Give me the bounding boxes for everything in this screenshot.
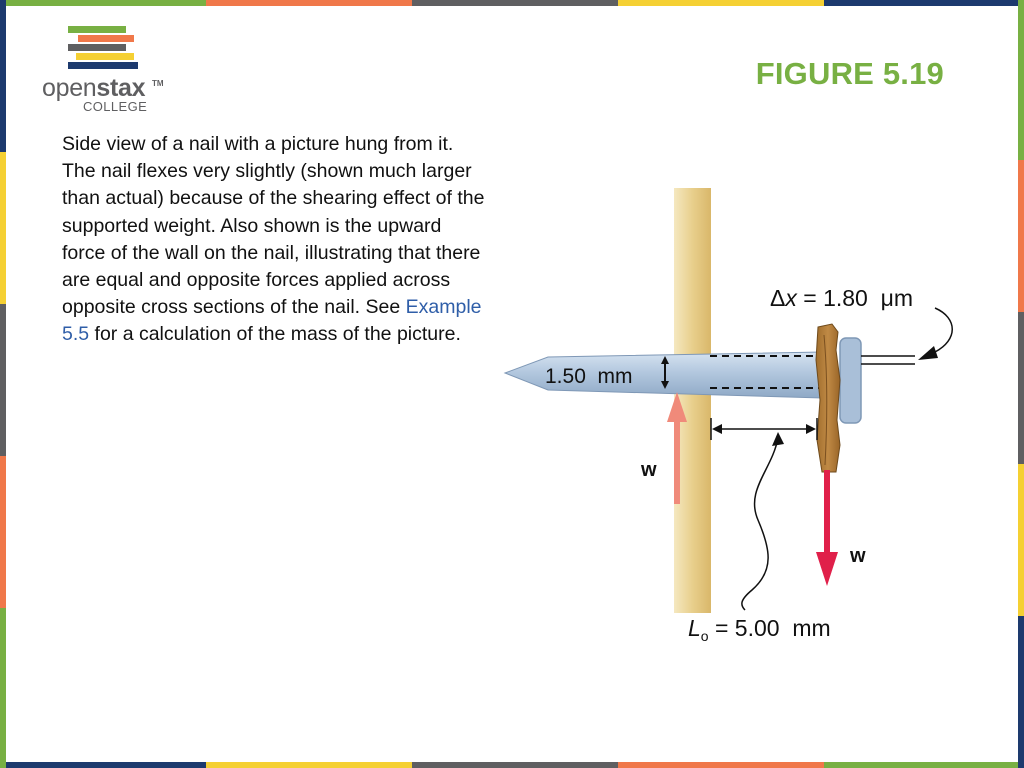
length-arrow-left-icon	[712, 424, 722, 434]
border-right-navy	[1018, 616, 1024, 768]
border-top-yellow	[618, 0, 824, 6]
border-right-orange	[1018, 160, 1024, 312]
border-top-navy	[824, 0, 1024, 6]
wall-force-shaft	[674, 418, 680, 504]
picture-frame-wood	[816, 324, 840, 472]
example-link[interactable]: Example 5.5	[62, 296, 482, 346]
length-label: $L_o = 5.00$ mm	[688, 615, 831, 644]
nail-shear-diagram	[500, 180, 970, 650]
delta-x-leader-curve	[935, 308, 952, 352]
border-top-green	[0, 0, 206, 6]
border-left-orange	[0, 456, 6, 608]
border-right-green	[1018, 0, 1024, 160]
weight-force-shaft	[824, 470, 830, 556]
logo-trademark: TM	[152, 79, 164, 88]
border-bottom-green	[824, 762, 1024, 768]
border-right-yellow	[1018, 464, 1024, 616]
weight-force-arrow-icon	[816, 552, 838, 586]
figure-title: FIGURE 5.19	[755, 56, 944, 91]
border-left-gray	[0, 304, 6, 456]
border-bottom-yellow	[206, 762, 412, 768]
logo-stripes-icon	[38, 22, 178, 74]
delta-x-leader-arrow-icon	[918, 346, 938, 360]
figure-caption: Side view of a nail with a picture hung from it. The nail flexes very slightly (shown much larger than actual) because of the shearing effect of the supported weight. Also shown is the upward force of the wall on the nail, illustrating that there are equal and opposite forces applied across opposite cross sections of the nail. See Example 5.5 for a calculation of the mass of the picture.	[62, 133, 485, 346]
nail-diameter-label: 1.50 mm	[545, 365, 633, 388]
border-top-gray	[412, 0, 618, 6]
weight-force-label: w	[850, 545, 866, 567]
delta-x-label: Δx = 1.80 μm	[770, 285, 914, 311]
openstax-logo	[38, 22, 178, 122]
border-bottom-orange	[618, 762, 824, 768]
logo-subtitle: COLLEGE	[83, 99, 148, 114]
length-arrow-right-icon	[806, 424, 816, 434]
length-leader-arrow-icon	[772, 432, 784, 446]
logo-wordmark: openstax	[42, 74, 146, 102]
border-left-green	[0, 608, 6, 768]
nail-head	[840, 338, 861, 423]
wall-force-label: w	[641, 459, 657, 481]
border-top-orange	[206, 0, 412, 6]
border-left-navy	[0, 0, 6, 152]
border-right-gray	[1018, 312, 1024, 464]
length-leader-squiggle	[742, 438, 778, 610]
border-left-yellow	[0, 152, 6, 304]
border-bottom-navy	[0, 762, 206, 768]
border-bottom-gray	[412, 762, 618, 768]
